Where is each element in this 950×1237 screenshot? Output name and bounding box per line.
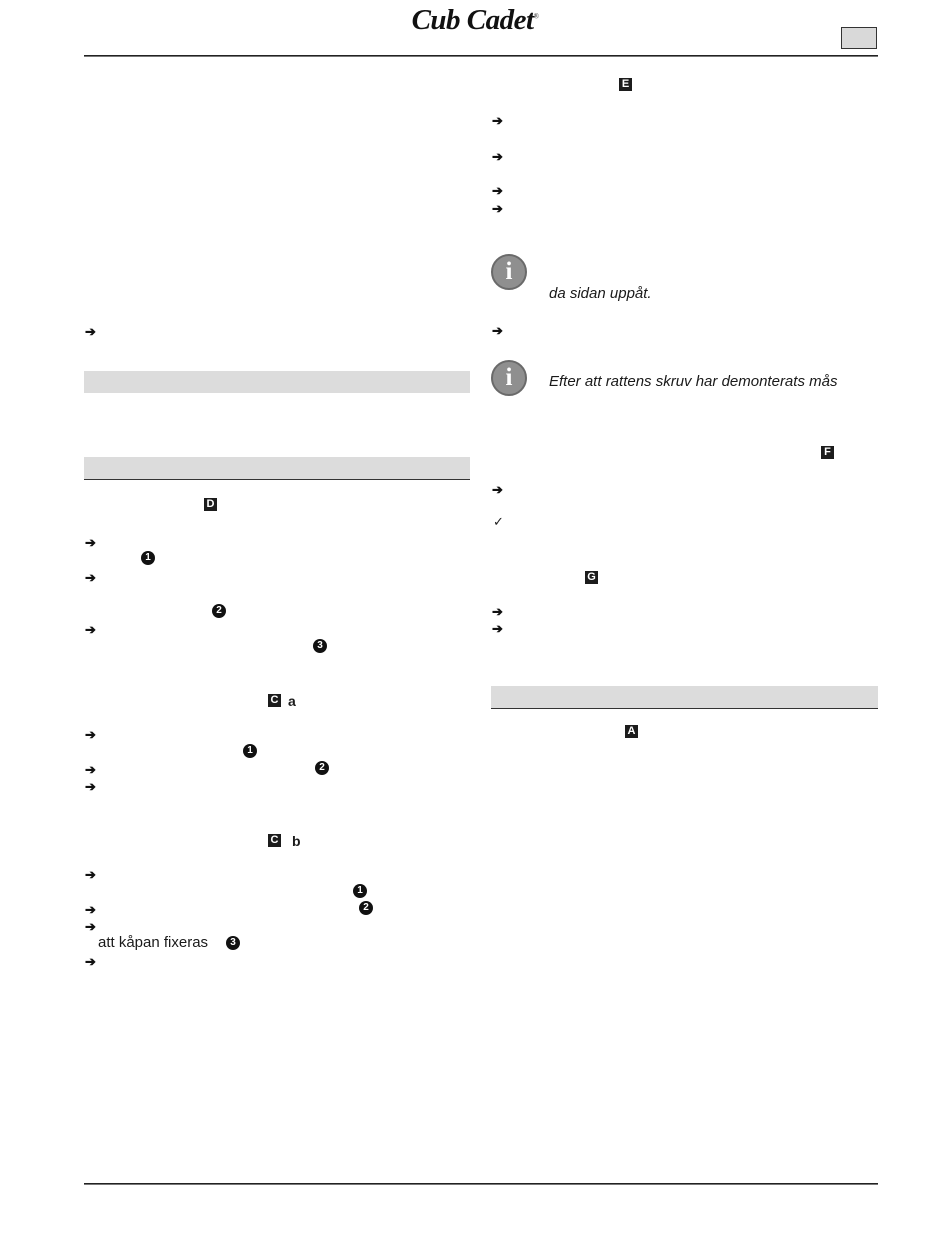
step-number-2: 2 xyxy=(315,761,329,775)
header-rule xyxy=(84,55,878,57)
sub-label-b: b xyxy=(292,833,301,849)
arrow-icon: ➔ xyxy=(85,570,96,585)
section-bar xyxy=(84,457,470,480)
arrow-icon: ➔ xyxy=(85,902,96,917)
arrow-icon: ➔ xyxy=(492,482,503,497)
info-note: da sidan uppåt. xyxy=(549,285,652,302)
arrow-icon: ➔ xyxy=(85,954,96,969)
arrow-icon: ➔ xyxy=(85,324,96,339)
arrow-icon: ➔ xyxy=(492,604,503,619)
step-number-3: 3 xyxy=(313,639,327,653)
figure-label-a: A xyxy=(624,724,639,739)
figure-label-g: G xyxy=(584,570,599,585)
arrow-icon: ➔ xyxy=(85,779,96,794)
arrow-icon: ➔ xyxy=(492,183,503,198)
arrow-icon: ➔ xyxy=(492,201,503,216)
brand-logo xyxy=(0,4,950,37)
check-icon: ✓ xyxy=(493,514,504,529)
info-note: Efter att rattens skruv har demonterats mås xyxy=(549,373,838,390)
arrow-icon: ➔ xyxy=(492,323,503,338)
footer-rule xyxy=(84,1183,878,1185)
arrow-icon: ➔ xyxy=(492,149,503,164)
logo-text: Cub Cadet xyxy=(411,4,534,36)
figure-label-c: C xyxy=(267,833,282,848)
language-box xyxy=(841,27,877,49)
step-number-1: 1 xyxy=(243,744,257,758)
step-number-1: 1 xyxy=(353,884,367,898)
arrow-icon: ➔ xyxy=(85,762,96,777)
registered-mark: ® xyxy=(533,12,539,21)
arrow-icon: ➔ xyxy=(85,535,96,550)
arrow-icon: ➔ xyxy=(85,727,96,742)
step-text: att kåpan fixeras xyxy=(98,934,209,951)
info-icon: i xyxy=(491,360,527,396)
figure-label-e: E xyxy=(618,77,633,92)
figure-label-f: F xyxy=(820,445,835,460)
figure-label-c: C xyxy=(267,693,282,708)
arrow-icon: ➔ xyxy=(85,919,96,934)
step-number-1: 1 xyxy=(141,551,155,565)
step-number-3: 3 xyxy=(226,936,240,950)
arrow-icon: ➔ xyxy=(85,867,96,882)
step-number-2: 2 xyxy=(359,901,373,915)
arrow-icon: ➔ xyxy=(492,113,503,128)
arrow-icon: ➔ xyxy=(492,621,503,636)
figure-label-d: D xyxy=(203,497,218,512)
section-bar xyxy=(84,371,470,393)
arrow-icon: ➔ xyxy=(85,622,96,637)
section-bar xyxy=(491,686,878,709)
sub-label-a: a xyxy=(288,693,296,709)
info-icon: i xyxy=(491,254,527,290)
step-number-2: 2 xyxy=(212,604,226,618)
